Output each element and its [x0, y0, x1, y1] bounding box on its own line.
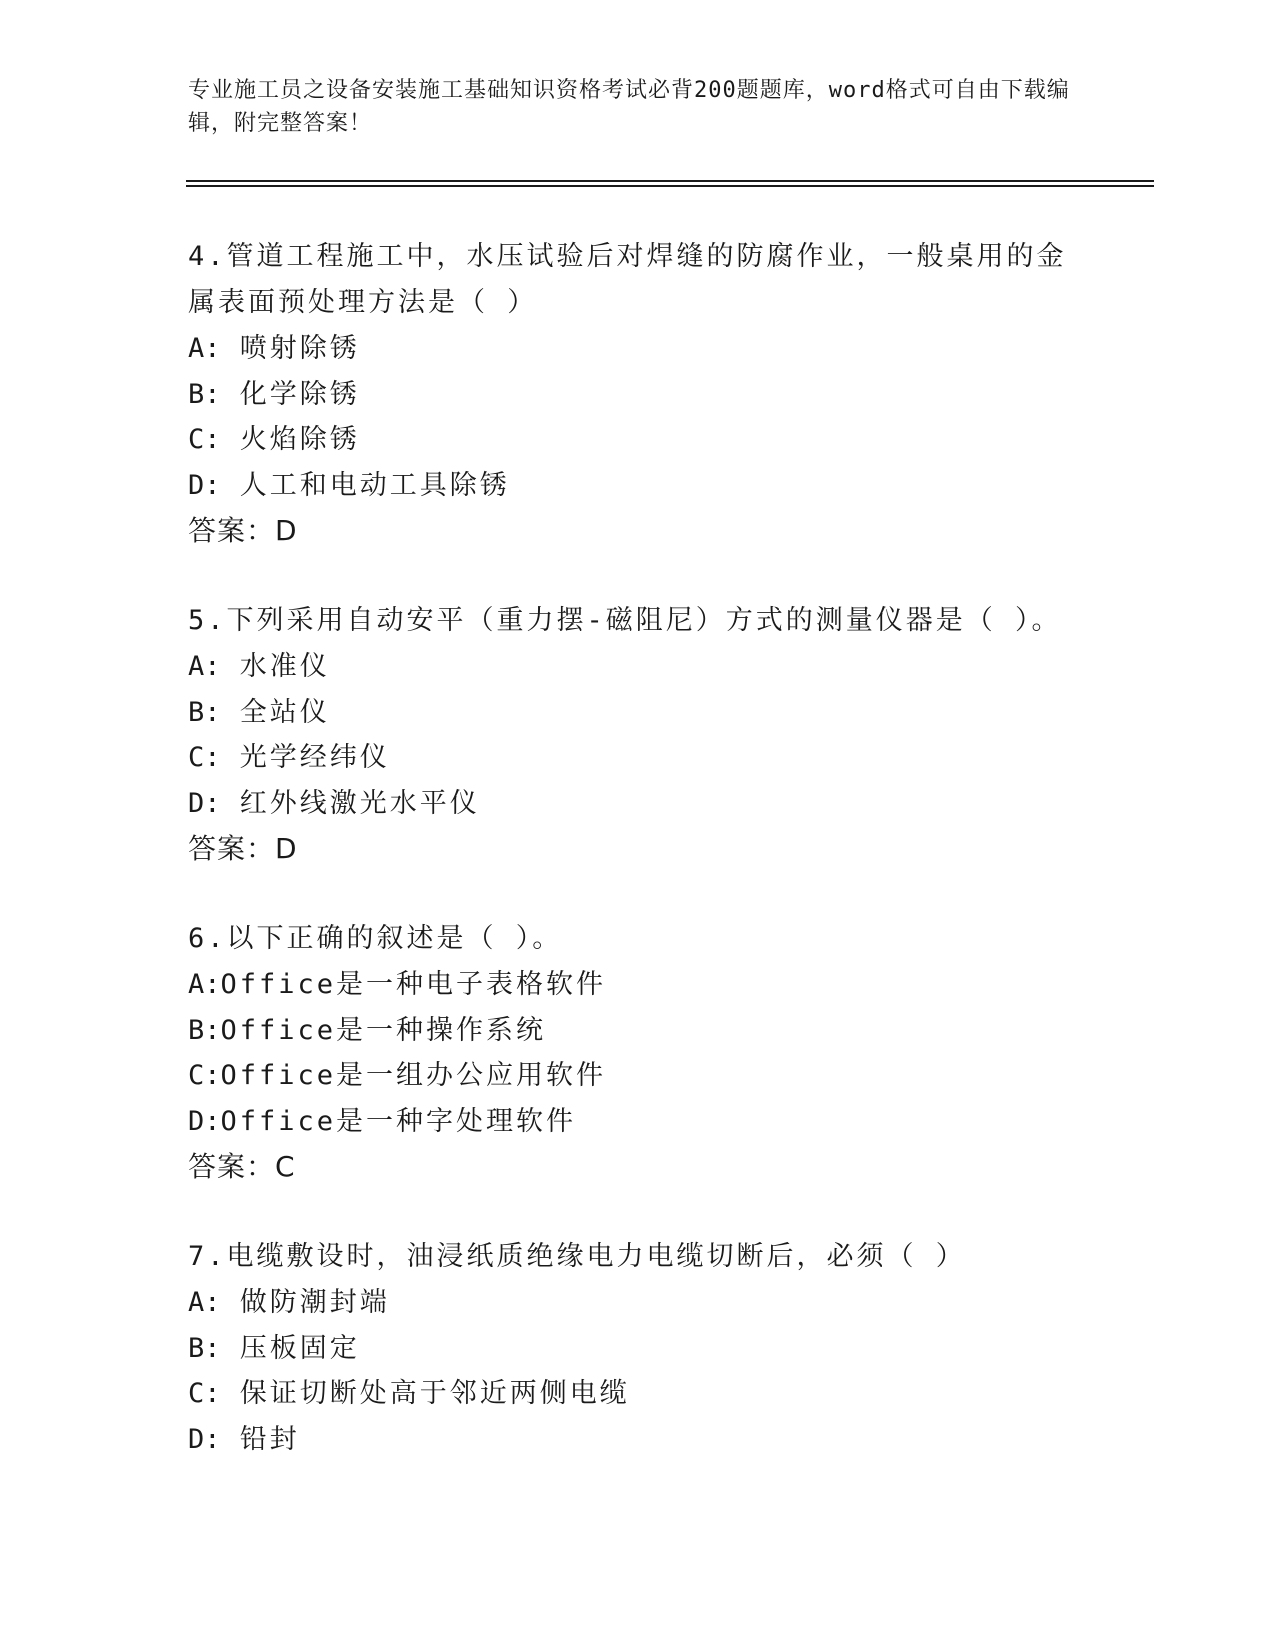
answer-line: [188, 508, 1088, 554]
question-stem: 7.电缆敷设时，油浸纸质绝缘电力电缆切断后，必须（ ）: [188, 1241, 966, 1272]
answer-value: C: [275, 1150, 296, 1183]
option-b: [188, 372, 1088, 418]
option-text: 人工和电动工具除锈: [239, 469, 510, 501]
question-4: [188, 234, 1088, 554]
option-b: [188, 1008, 1088, 1054]
option-text: Office是一种字处理软件: [220, 1105, 577, 1137]
option-b: [188, 690, 1088, 736]
option-a: [188, 1280, 1088, 1326]
option-letter: D:: [188, 1105, 221, 1137]
option-text: 光学经纬仪: [239, 742, 390, 773]
option-text: 压板固定: [239, 1332, 360, 1364]
option-b: [188, 1326, 1088, 1372]
option-text: Office是一种电子表格软件: [220, 969, 607, 1000]
option-letter: C:: [188, 742, 221, 773]
option-text: 做防潮封端: [239, 1287, 390, 1318]
option-d: [188, 781, 1088, 827]
answer-label: 答案：: [188, 832, 276, 865]
option-letter: B:: [188, 378, 221, 410]
option-letter: D:: [188, 1423, 221, 1455]
option-letter: B:: [188, 1014, 221, 1046]
option-letter: B:: [188, 696, 221, 728]
answer-label: 答案：: [188, 514, 276, 547]
option-text: 铅封: [239, 1423, 300, 1455]
option-text: 化学除锈: [239, 378, 360, 410]
option-text: 火焰除锈: [239, 424, 360, 455]
answer-value: D: [275, 832, 298, 865]
option-text: 全站仪: [239, 696, 330, 728]
option-letter: A:: [188, 333, 221, 364]
option-c: [188, 417, 1088, 463]
question-stem: 4.管道工程施工中，水压试验后对焊缝的防腐作业，一般桌用的金属表面预处理方法是（ ）: [188, 241, 1067, 318]
option-letter: A:: [188, 651, 221, 682]
option-letter: A:: [188, 1287, 221, 1318]
option-c: [188, 1053, 1088, 1099]
option-a: [188, 326, 1088, 372]
option-letter: A:: [188, 969, 221, 1000]
question-list: [188, 234, 1088, 1506]
option-text: 红外线激光水平仪: [239, 787, 480, 819]
answer-line: [188, 1144, 1088, 1190]
option-text: 保证切断处高于邻近两侧电缆: [239, 1378, 630, 1409]
answer-value: D: [275, 514, 298, 547]
option-text: Office是一组办公应用软件: [220, 1060, 607, 1091]
header-divider-top: [186, 180, 1154, 182]
option-a: [188, 644, 1088, 690]
answer-label: 答案：: [188, 1150, 276, 1183]
option-letter: D:: [188, 469, 221, 501]
document-header: 专业施工员之设备安装施工基础知识资格考试必背200题题库，word格式可自由下载编辑，附完整答案！: [188, 78, 1070, 136]
option-d: [188, 1099, 1088, 1145]
question-stem: 5.下列采用自动安平（重力摆-磁阻尼）方式的测量仪器是（ ）。: [188, 605, 1062, 636]
question-5: [188, 598, 1088, 872]
option-a: [188, 962, 1088, 1008]
header-divider-bottom: [186, 185, 1154, 187]
answer-line: [188, 826, 1088, 872]
option-letter: C:: [188, 1378, 221, 1409]
option-text: 水准仪: [239, 651, 330, 682]
option-d: [188, 1417, 1088, 1463]
option-letter: C:: [188, 1060, 221, 1091]
option-c: [188, 735, 1088, 781]
option-text: Office是一种操作系统: [220, 1014, 547, 1046]
question-stem: 6.以下正确的叙述是（ ）。: [188, 923, 563, 954]
question-7: [188, 1234, 1088, 1462]
option-c: [188, 1371, 1088, 1417]
option-text: 喷射除锈: [239, 333, 360, 364]
option-letter: B:: [188, 1332, 221, 1364]
option-d: [188, 463, 1088, 509]
question-6: [188, 916, 1088, 1190]
option-letter: C:: [188, 424, 221, 455]
option-letter: D:: [188, 787, 221, 819]
